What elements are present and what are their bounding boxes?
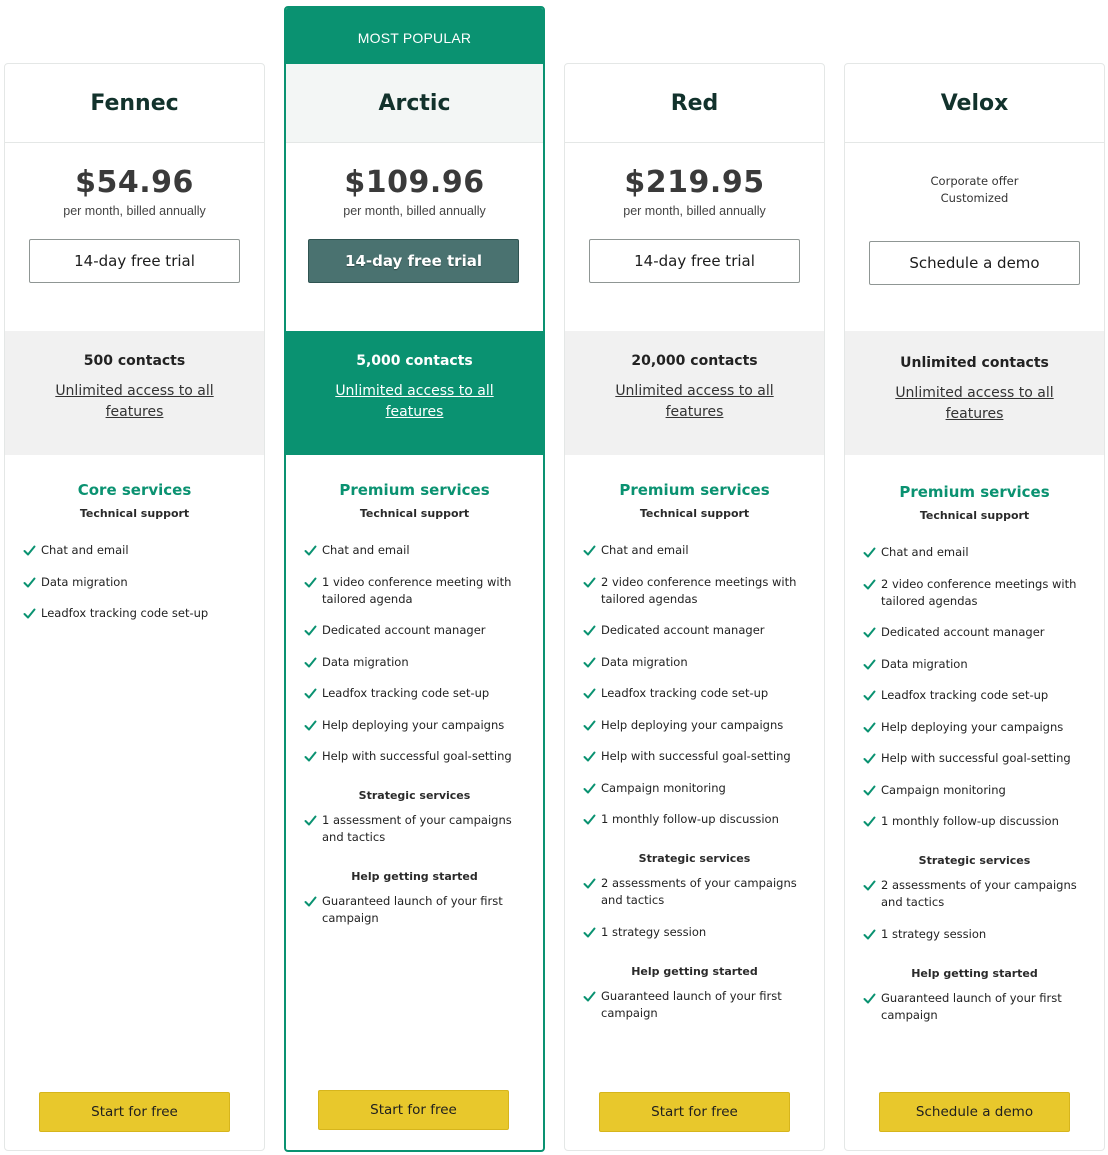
feature-item [304,812,531,846]
feature-text: Dedicated account manager [601,623,765,637]
feature-list [23,542,264,622]
feature-text: Chat and email [881,545,969,559]
feature-item [583,924,812,941]
feature-text: 2 video conference meetings with tailored agendas [881,576,1077,608]
check-icon [583,719,596,732]
strategic-services-title: Strategic services [638,852,751,865]
feature-text: Data migration [322,654,409,669]
price-section [5,143,264,331]
check-icon [583,813,596,826]
check-icon [23,607,36,620]
contacts-band [286,331,543,455]
check-icon [304,576,317,589]
all-features-link[interactable]: Unlimited access to all features [895,385,1054,422]
feature-text: 1 strategy session [601,924,707,939]
feature-item [583,988,812,1022]
check-icon [304,814,317,827]
all-features-link[interactable]: Unlimited access to all features [335,383,494,420]
feature-item [23,574,252,591]
contacts-count: Unlimited contacts [900,355,1049,371]
service-tier-title: Premium services [619,481,770,499]
feature-text: Campaign monitoring [881,782,1006,797]
plan-header [845,64,1104,143]
plan-price: $109.96 [344,165,485,200]
check-icon [863,928,876,941]
customized-line: Customized [940,191,1009,205]
feature-text: 1 strategy session [881,926,987,941]
free-trial-button[interactable]: 14-day free trial [589,239,800,283]
feature-item [863,719,1092,736]
feature-text: 2 assessments of your campaigns and tactics [881,878,1077,909]
feature-item [304,574,531,608]
check-icon [23,544,36,557]
plan-name: Arctic [378,90,451,116]
plan-header [286,64,543,143]
feature-item [583,875,812,909]
price-section [565,143,824,331]
check-icon [863,721,876,734]
check-icon [583,624,596,637]
check-icon [583,750,596,763]
feature-item [863,782,1092,799]
check-icon [583,656,596,669]
feature-item [863,877,1092,911]
services-section [845,455,1104,1024]
services-section [5,455,264,622]
feature-text: Help with successful goal-setting [601,749,791,763]
feature-item [304,542,531,559]
schedule-demo-button-bottom[interactable]: Schedule a demo [879,1092,1070,1132]
services-section [565,455,824,1022]
support-subtitle: Technical support [79,507,190,520]
strategic-services-title: Strategic services [918,854,1031,867]
feature-text: 2 assessments of your campaigns and tactics [601,876,797,907]
check-icon [583,576,596,589]
feature-item [583,622,812,639]
plan-name: Velox [940,90,1009,116]
feature-item [23,605,252,622]
start-for-free-button[interactable]: Start for free [599,1092,790,1132]
free-trial-button[interactable]: 14-day free trial [308,239,519,283]
free-trial-button[interactable]: 14-day free trial [29,239,240,283]
contacts-count: 500 contacts [83,353,186,369]
contacts-band [845,331,1104,455]
getting-started-title: Help getting started [351,870,478,883]
check-icon [304,895,317,908]
check-icon [863,752,876,765]
check-icon [863,992,876,1005]
check-icon [583,687,596,700]
feature-item [863,750,1092,767]
feature-text: Chat and email [322,543,410,557]
service-tier-title: Core services [77,481,192,499]
support-subtitle: Technical support [639,507,750,520]
check-icon [583,990,596,1003]
feature-text: Leadfox tracking code set-up [41,606,209,620]
feature-text: Guaranteed launch of your first campaign [601,988,782,1020]
feature-text: Chat and email [601,543,689,557]
check-icon [23,576,36,589]
plan-header [5,64,264,143]
contacts-count: 5,000 contacts [356,353,473,369]
feature-item [863,813,1092,830]
check-icon [583,782,596,795]
strategic-list [863,877,1104,943]
feature-text: Help deploying your campaigns [322,717,505,732]
feature-item [863,926,1092,943]
most-popular-badge: MOST POPULAR [286,8,543,64]
plan-card-fennec [4,63,265,1151]
feature-item [304,893,531,927]
feature-item [583,748,812,765]
plan-card-velox [844,63,1105,1151]
corporate-offer-line: Corporate offer [930,174,1019,188]
feature-text: Guaranteed launch of your first campaign [322,894,503,925]
check-icon [863,879,876,892]
feature-item [863,576,1092,610]
getting-started-list [304,893,543,927]
check-icon [304,750,317,763]
price-section [286,143,543,331]
feature-list [583,542,824,828]
price-section [845,143,1104,331]
corporate-offer-text [845,143,1104,207]
feature-item [304,685,531,702]
check-icon [304,624,317,637]
feature-text: Leadfox tracking code set-up [601,686,769,700]
feature-text: 1 assessment of your campaigns and tactics [322,813,512,844]
feature-item [304,622,531,639]
billing-note: per month, billed annually [63,204,206,218]
feature-text: Help deploying your campaigns [881,719,1064,734]
feature-text: Campaign monitoring [601,780,726,795]
feature-item [583,542,812,559]
plan-name: Red [670,90,719,116]
feature-text: Dedicated account manager [322,623,486,637]
support-subtitle: Technical support [359,507,470,520]
start-for-free-button[interactable]: Start for free [318,1090,509,1130]
feature-item [583,717,812,734]
feature-item [583,654,812,671]
feature-text: Help with successful goal-setting [322,749,512,763]
feature-text: 1 monthly follow-up discussion [881,814,1059,828]
feature-text: 2 video conference meetings with tailored agendas [601,574,797,606]
getting-started-title: Help getting started [911,966,1038,980]
check-icon [863,815,876,828]
plan-card-arctic [284,6,545,1152]
check-icon [304,544,317,557]
check-icon [583,544,596,557]
strategic-list [304,812,543,846]
feature-list [304,542,543,765]
plan-price: $54.96 [75,165,194,200]
feature-item [583,780,812,797]
check-icon [583,877,596,890]
check-icon [304,656,317,669]
feature-item [583,685,812,702]
feature-item [583,811,812,828]
plan-header [565,64,824,143]
feature-text: Chat and email [41,543,129,557]
feature-text: Help deploying your campaigns [601,717,784,732]
check-icon [863,578,876,591]
plan-card-red [564,63,825,1151]
all-features-link[interactable]: Unlimited access to all features [55,383,214,420]
strategic-services-title: Strategic services [358,789,471,802]
start-for-free-button[interactable]: Start for free [39,1092,230,1132]
feature-text: Data migration [41,574,128,589]
feature-item [863,544,1092,561]
check-icon [583,926,596,939]
service-tier-title: Premium services [899,483,1050,501]
check-icon [304,687,317,700]
feature-item [863,990,1092,1024]
feature-text: Dedicated account manager [881,625,1045,639]
billing-note: per month, billed annually [623,204,766,218]
contacts-band [565,331,824,455]
support-subtitle: Technical support [919,509,1030,522]
contacts-band [5,331,264,455]
check-icon [863,689,876,702]
feature-item [304,654,531,671]
feature-item [863,624,1092,641]
feature-text: Leadfox tracking code set-up [881,688,1049,702]
feature-item [304,748,531,765]
feature-item [23,542,252,559]
feature-text: Data migration [881,656,968,671]
feature-text: 1 monthly follow-up discussion [601,812,779,826]
contacts-count: 20,000 contacts [631,353,758,369]
feature-text: Data migration [601,654,688,669]
check-icon [863,658,876,671]
getting-started-list [583,988,824,1022]
feature-item [863,656,1092,673]
feature-text: 1 video conference meeting with tailored agenda [322,574,512,606]
check-icon [863,626,876,639]
feature-list [863,544,1104,830]
feature-text: Leadfox tracking code set-up [322,686,490,700]
getting-started-title: Help getting started [631,964,758,978]
billing-note: per month, billed annually [343,204,486,218]
feature-text: Help with successful goal-setting [881,751,1071,765]
plan-price: $219.95 [624,165,765,200]
getting-started-list [863,990,1104,1024]
check-icon [304,719,317,732]
feature-item [304,717,531,734]
service-tier-title: Premium services [339,481,490,499]
services-section [286,455,543,927]
schedule-demo-button[interactable]: Schedule a demo [869,241,1080,285]
all-features-link[interactable]: Unlimited access to all features [615,383,774,420]
feature-text: Guaranteed launch of your first campaign [881,990,1062,1022]
check-icon [863,546,876,559]
feature-item [583,574,812,608]
feature-item [863,687,1092,704]
check-icon [863,784,876,797]
strategic-list [583,875,824,941]
plan-name: Fennec [90,90,179,116]
